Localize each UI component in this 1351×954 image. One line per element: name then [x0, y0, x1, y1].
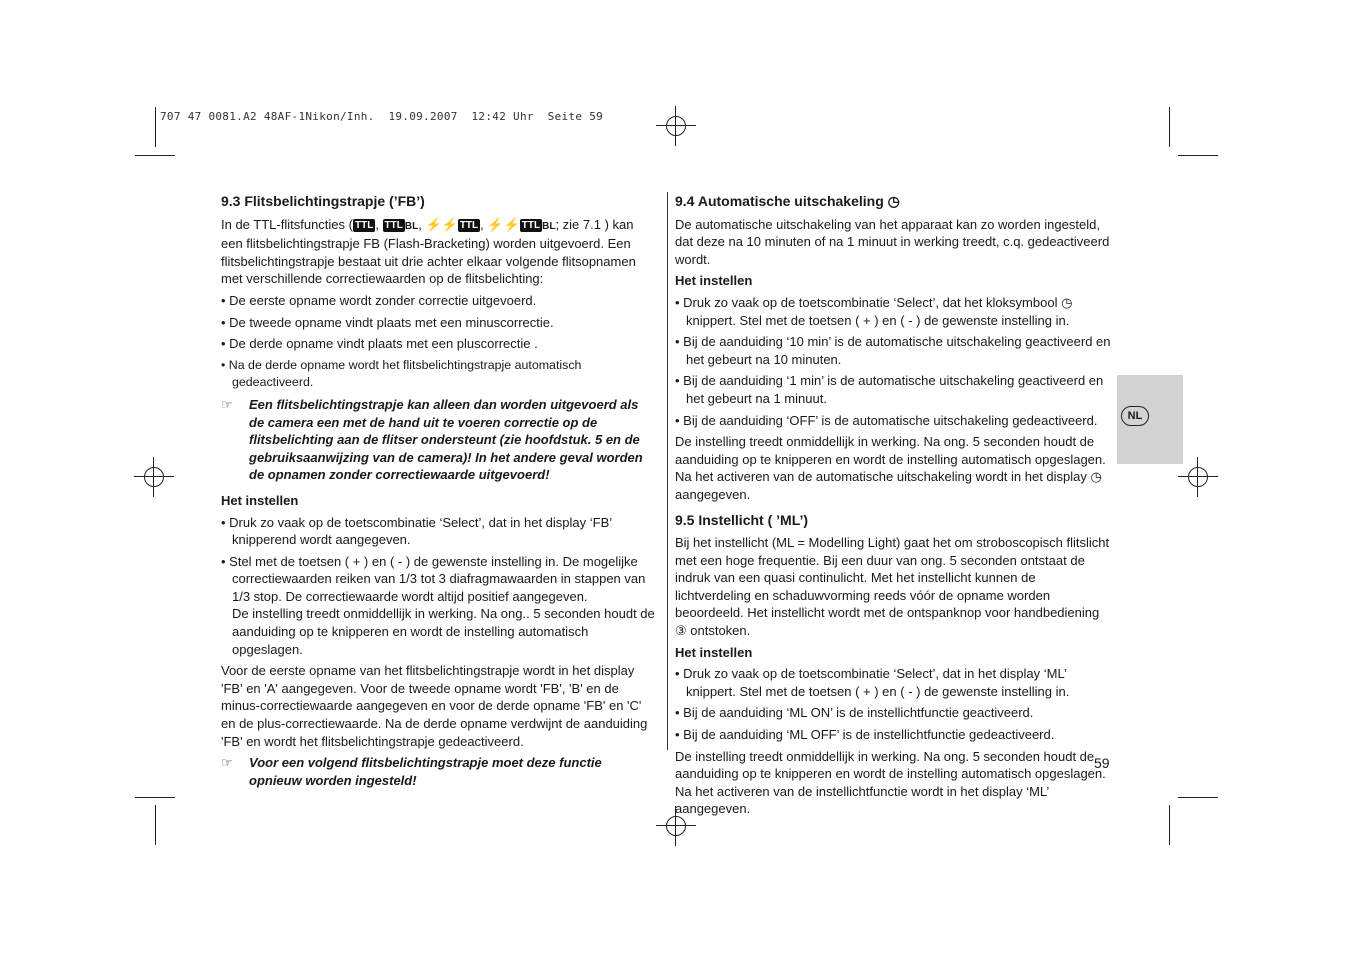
list-item: • Bij de aanduiding ‘ML OFF’ is de instellichtfunctie gedeactiveerd.	[675, 727, 1055, 743]
ttl-icon: TTL	[521, 219, 541, 231]
crop-mark	[1178, 797, 1218, 798]
ttl-icon: TTL	[354, 219, 374, 231]
right-column	[675, 193, 1113, 822]
note-block: ☞ Een flitsbelichtingstrapje kan alleen dan worden uitgevoerd als de camera een met de hand uit te voeren correctie op de flitsbelichting aan de flitser ondersteunt (zie hoofdstuk. 5 en de gebruiksaanwijzing van de camera)! In het andere geval worden de opnamen zonder correctiewaarde uitgevoerd!	[221, 396, 643, 483]
paragraph: Voor de eerste opname van het flitsbelichtingstrapje wordt in het display 'FB' en 'A' aangegeven. Voor de tweede opname wordt 'FB', 'B' en de minus-correctiewaarde aangegeven en voor de derde opname 'FB' en 'C' en de plus-correctiewaarde. Na de derde opname verdwijnt de aanduiding 'FB' en wordt het flitsbelichtingstrapje gedeactiveerd.	[221, 663, 648, 749]
crop-mark	[155, 805, 156, 845]
registration-mark-right	[1178, 457, 1218, 497]
crop-mark	[1178, 155, 1218, 156]
paragraph: Bij het instellicht (ML = Modelling Light) gaat het om stroboscopisch flitslicht met een hoge frequentie. Bij een duur van ong. 5 seconden ontstaat de indruk van een quasi continulicht. Met het instellicht kunnen de lichtverdeling en schaduwvorming reeds vóór de opname worden beoordeeld. Het instellicht wordt met de ontspanknop voor handbediening ③ ontstoken.	[675, 535, 1110, 639]
language-badge: NL	[1121, 406, 1149, 426]
list-item: • Bij de aanduiding ‘1 min’ is de automatische uitschakeling geactiveerd en het gebeurt na 1 minuut.	[675, 373, 1104, 406]
ttl-icon: TTL	[384, 219, 403, 231]
list-item: • Druk zo vaak op de toetscombinatie ‘Select’, dat in het display ‘ML’ knippert. Stel met de toetsen ( + ) en ( - ) de gewenste instelling in.	[675, 666, 1070, 699]
list-item: • Stel met de toetsen ( + ) en ( - ) de gewenste instelling in. De mogelijke correctiewaarden reiken van 1/3 tot 3 diafragmawaarden in stappen van 1/3 stop. De correctiewaarde wordt altijd positief aangegeven.	[221, 553, 646, 604]
list-item: • Bij de aanduiding ‘ML ON’ is de instellichtfunctie geactiveerd.	[675, 705, 1034, 721]
list-item: • De derde opname vindt plaats met een pluscorrectie .	[221, 336, 538, 352]
clock-icon: ◷	[887, 193, 900, 209]
note-block: ☞ Voor een volgend flitsbelichtingstrapje moet deze functie opnieuw worden ingesteld!	[221, 755, 602, 788]
list-item: • Na de derde opname wordt het flitsbelichtingstrapje automatisch gedeactiveerd.	[221, 357, 582, 390]
registration-mark-left	[134, 457, 174, 497]
subheading: Het instellen	[221, 492, 299, 508]
flash-icon: ⚡⚡	[487, 216, 520, 232]
pointing-hand-icon: ☞	[221, 755, 233, 771]
section-heading-9-4: 9.4 Automatische uitschakeling ◷	[675, 193, 900, 209]
print-slug: 707 47 0081.A2 48AF-1Nikon/Inh. 19.09.2007 12:42 Uhr Seite 59	[160, 110, 604, 123]
intro-paragraph: In de TTL-flitsfuncties ( TTL , TTL BL, ⚡⚡ TTL , ⚡⚡ TTL BL; zie 7.1 ) kan een flitsbelichtingstrapje FB (Flash-Bracketing) worden uitgevoerd. Een flitsbelichtingstrapje bestaat uit drie achter elkaar volgende flitsopnamen met verschillende correctiewaarden op de flitsbelichting:	[221, 216, 636, 287]
left-column	[221, 193, 657, 797]
crop-mark	[135, 155, 175, 156]
crop-mark	[155, 107, 156, 147]
pointing-hand-icon: ☞	[221, 396, 233, 412]
list-item: • Druk zo vaak op de toetscombinatie ‘Select’, dat het kloksymbool ◷ knippert. Stel met de toetsen ( + ) en ( - ) de gewenste instelling in.	[675, 294, 1073, 328]
subheading: Het instellen	[675, 644, 753, 660]
list-item: • De tweede opname vindt plaats met een minuscorrectie.	[221, 314, 554, 330]
ttl-icon: TTL	[459, 219, 479, 231]
crop-mark	[135, 797, 175, 798]
list-item: • Bij de aanduiding ‘OFF’ is de automatische uitschakeling gedeactiveerd.	[675, 412, 1098, 428]
registration-mark-top	[656, 106, 696, 146]
section-heading-9-3: 9.3 Flitsbelichtingstrapje (’FB’)	[221, 193, 425, 209]
paragraph: De instelling treedt onmiddellijk in werking. Na ong. 5 seconden houdt de aanduiding op te knipperen en wordt de instelling automatisch opgeslagen. Na het activeren van de instellichtfunctie wordt in het display ‘ML’ aangegeven.	[675, 748, 1106, 817]
flash-icon: ⚡⚡	[425, 216, 458, 232]
section-heading-9-5: 9.5 Instellicht ( ’ML’)	[675, 511, 809, 528]
crop-mark	[1169, 805, 1170, 845]
list-item: • Bij de aanduiding ‘10 min’ is de automatische uitschakeling geactiveerd en het gebeurt na 10 minuten.	[675, 334, 1111, 367]
paragraph: De automatische uitschakeling van het apparaat kan zo worden ingesteld, dat deze na 10 minuten of na 1 minuut in werking treedt, c.q. gedeactiveerd wordt.	[675, 216, 1110, 267]
page-number: 59	[1094, 755, 1110, 771]
list-item: • De eerste opname wordt zonder correctie uitgevoerd.	[221, 292, 537, 308]
paragraph: De instelling treedt onmiddellijk in werking. Na ong. 5 seconden houdt de aanduiding op te knipperen en wordt de instelling automatisch opgeslagen. Na het activeren van de automatische uitschakeling wordt in het display ◷ aangegeven.	[675, 434, 1106, 502]
clock-icon: ◷	[1061, 294, 1073, 310]
clock-icon: ◷	[1090, 469, 1102, 485]
crop-mark	[1169, 107, 1170, 147]
list-item: • Druk zo vaak op de toetscombinatie ‘Select’, dat in het display ‘FB’ knipperend wordt aangegeven.	[221, 514, 612, 548]
step-continuation: De instelling treedt onmiddellijk in werking. Na ong.. 5 seconden houdt de aanduiding op te knipperen en wordt de instelling automatisch opgeslagen.	[232, 606, 655, 657]
subheading: Het instellen	[675, 273, 753, 289]
column-divider	[667, 192, 668, 750]
